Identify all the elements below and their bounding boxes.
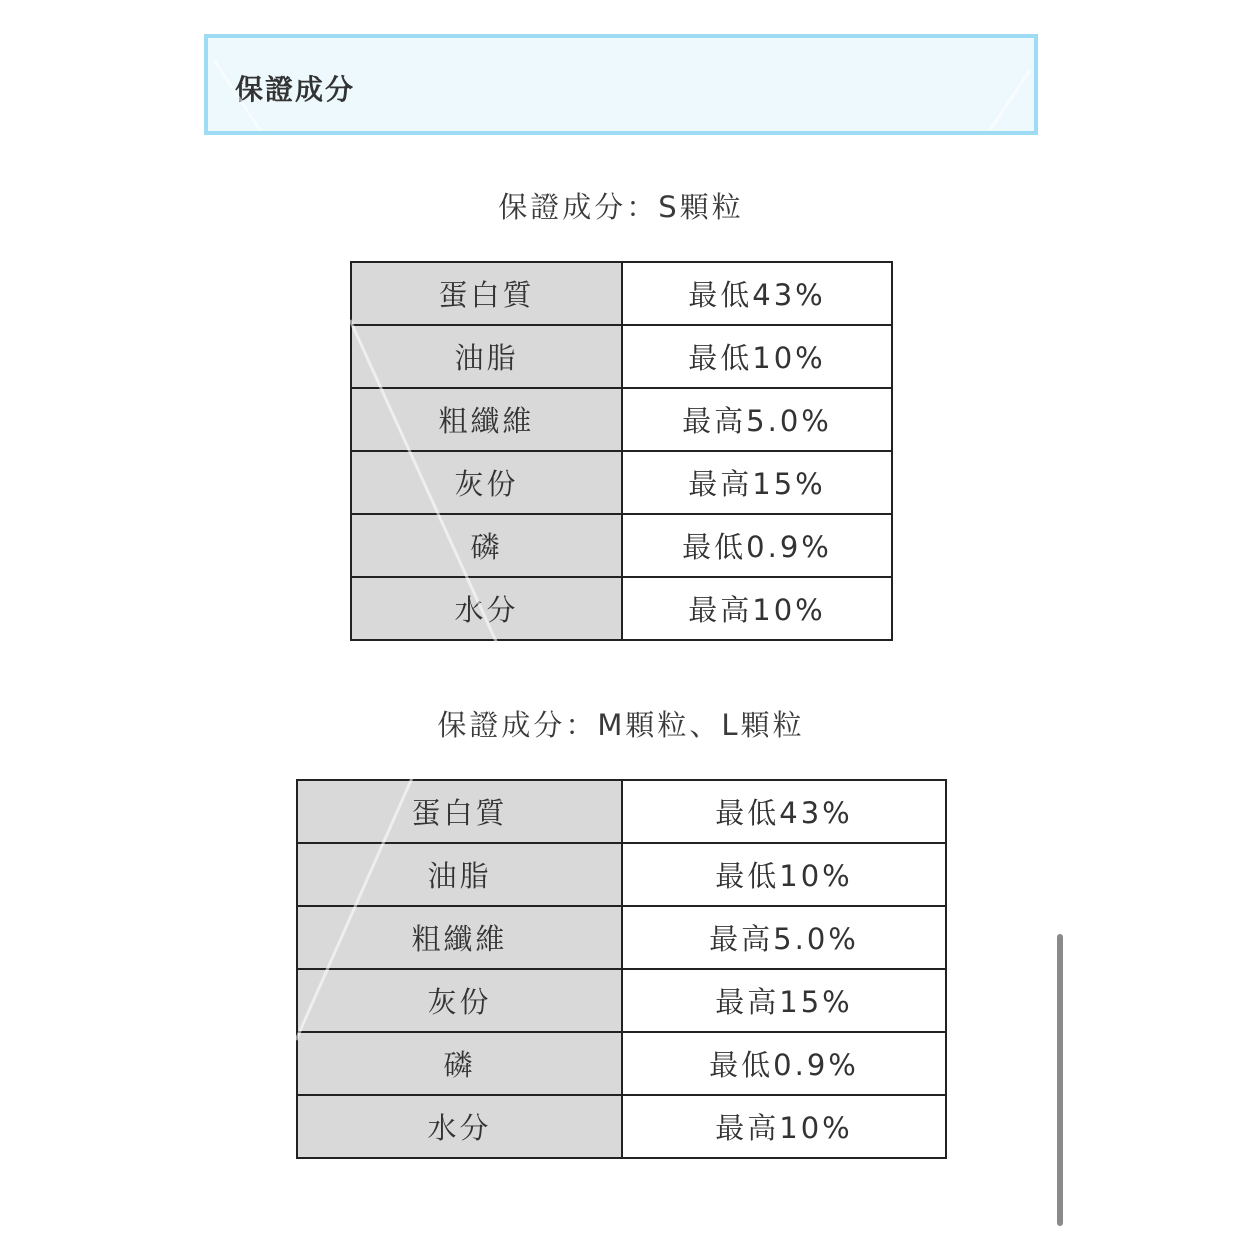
table-row	[351, 577, 892, 640]
nutrient-label: 蛋白質	[351, 262, 622, 325]
table-row	[297, 1095, 946, 1158]
table-row	[297, 843, 946, 906]
guaranteed-analysis-table-s	[350, 261, 893, 641]
nutrient-label: 蛋白質	[297, 780, 622, 843]
nutrient-value: 最低0.9%	[622, 514, 892, 577]
table-row	[351, 451, 892, 514]
table-row	[297, 780, 946, 843]
nutrient-label: 粗纖維	[351, 388, 622, 451]
nutrient-value: 最低0.9%	[622, 1032, 946, 1095]
nutrient-label: 磷	[297, 1032, 622, 1095]
section-header-title: 保證成分	[235, 73, 356, 106]
nutrient-label: 灰份	[351, 451, 622, 514]
nutrient-value: 最高5.0%	[622, 906, 946, 969]
nutrient-label: 油脂	[351, 325, 622, 388]
table-ml-heading: 保證成分：M顆粒、L顆粒	[437, 708, 805, 742]
nutrient-value: 最低43%	[622, 262, 892, 325]
scrollbar[interactable]	[1057, 934, 1063, 1226]
table-row	[351, 514, 892, 577]
nutrient-label: 磷	[351, 514, 622, 577]
table-row	[297, 969, 946, 1032]
table-s-heading: 保證成分：S顆粒	[498, 190, 744, 224]
table-row	[351, 262, 892, 325]
nutrient-value: 最高10%	[622, 577, 892, 640]
table-row	[351, 325, 892, 388]
guaranteed-analysis-table-ml	[296, 779, 947, 1159]
table-row	[351, 388, 892, 451]
nutrient-label: 水分	[297, 1095, 622, 1158]
table-row	[297, 906, 946, 969]
nutrient-label: 水分	[351, 577, 622, 640]
nutrient-label: 粗纖維	[297, 906, 622, 969]
nutrient-label: 灰份	[297, 969, 622, 1032]
nutrient-value: 最高15%	[622, 451, 892, 514]
nutrient-value: 最低10%	[622, 843, 946, 906]
nutrient-value: 最高5.0%	[622, 388, 892, 451]
nutrient-value: 最高15%	[622, 969, 946, 1032]
section-header	[204, 34, 1038, 135]
nutrient-value: 最低43%	[622, 780, 946, 843]
nutrient-value: 最低10%	[622, 325, 892, 388]
table-row	[297, 1032, 946, 1095]
nutrient-value: 最高10%	[622, 1095, 946, 1158]
nutrient-label: 油脂	[297, 843, 622, 906]
